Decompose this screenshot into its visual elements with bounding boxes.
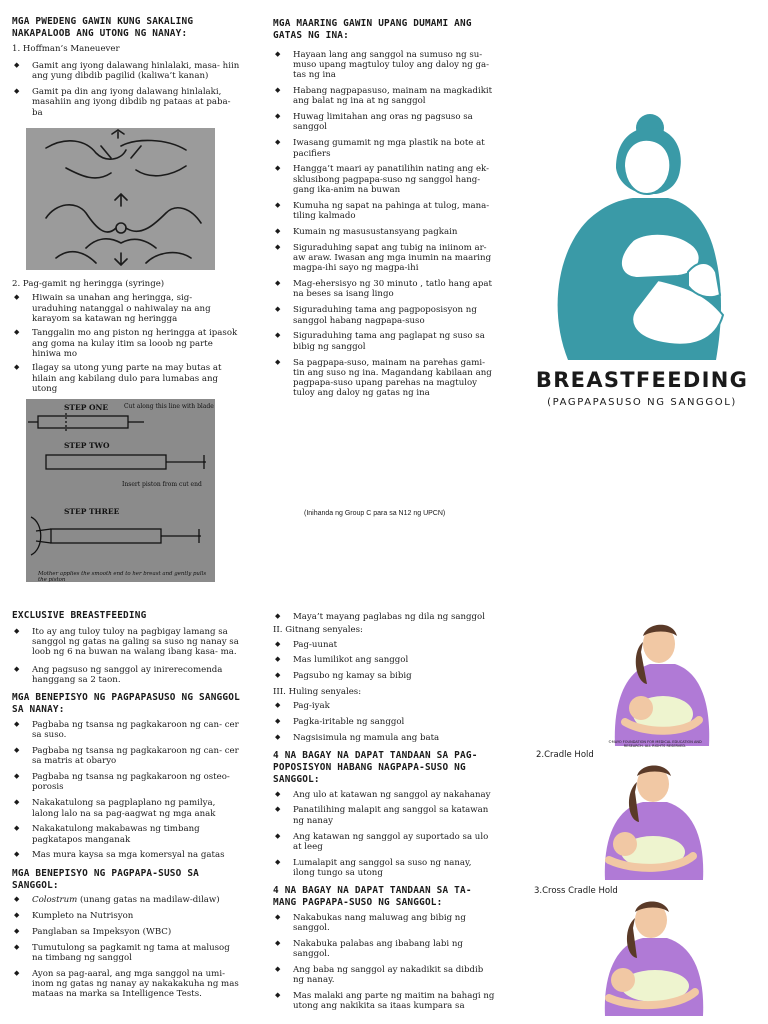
mid-cues-label: II. Gitnang senyales: [273, 625, 363, 636]
latching-list [273, 913, 495, 1012]
list-item: ◆ Pagbaba ng tsansa ng pagkakaroon ng can- cer sa matris at obaryo [12, 746, 240, 767]
image-credit: ©MAYO FOUNDATION FOR MEDICAL EDUCATION AND RESEARCH. ALL RIGHTS RESERVED. [608, 740, 702, 748]
colostrum-desc: (unang gatas na madilaw-dilaw) [77, 895, 220, 906]
list-item: ◆ Kumuha ng sapat na pahinga at tulog, mana- tiling kalmado [273, 201, 495, 222]
mother-nursing-icon [585, 900, 709, 1016]
early-cues-list [273, 612, 495, 622]
list-item: ◆ Ang katawan ng sanggol ay suportado sa ulo at leeg [273, 832, 495, 853]
heading-baby-benefits: MGA BENEPISYO NG PAGPAPA-SUSO SA SANGGOL: [12, 867, 200, 891]
list-item [12, 895, 240, 905]
list-item: ◆ Ayon sa pag-aaral, ang mga sanggol na umi- inom ng gatas ng nanay ay nakakakuha ng mas mataas na marka sa Intelligence Tests. [12, 969, 240, 1000]
list-item: ◆ Habang nagpapasuso, mainam na magkadikit ang balat ng ina at ng sanggol [273, 86, 495, 107]
step-two-label: STEP TWO [64, 441, 110, 450]
hoffman-list [12, 61, 240, 118]
list-item: ◆ Siguraduhing tama ang pagpoposisyon ng sanggol habang nagpapa-suso [273, 305, 495, 326]
prepared-by-footnote: (Inihanda ng Group C para sa N12 ng UPCN) [304, 510, 446, 517]
heading-exclusive-breastfeeding: EXCLUSIVE BREASTFEEDING [12, 610, 147, 621]
list-item: ◆ Sa pagpapa-suso, mainam na parehas gami- tin ang suso ng ina. Magandang kabilaan ang pagpapa-suso upang parehas na magtuloy tuloy ang daloy ng gatas ng ina [273, 358, 495, 399]
method-syringe-title: 2. Pag-gamit ng heringga (syringe) [12, 279, 165, 289]
list-item: ◆ Nakabukas nang maluwag ang bibig ng sanggol. [273, 913, 495, 934]
list-item: ◆ Mas mura kaysa sa mga komersyal na gatas [12, 850, 240, 860]
list-item: ◆ Nakakatulong sa pagplaplano ng pamilya, lalong lalo na sa pag-aagwat ng mga anak [12, 798, 240, 819]
hold-illustration-2 [585, 764, 709, 880]
increase-milk-list [273, 50, 495, 399]
list-item: ◆ Tumutulong sa pagkamit ng tama at malusog na timbang ng sanggol [12, 943, 240, 964]
list-item: ◆ Ang baba ng sanggol ay nakadikit sa dibdib ng nanay. [273, 965, 495, 986]
mid-cues-list [273, 640, 495, 682]
breastfeeding-illustration [538, 110, 748, 360]
hands-drawing-icon [26, 128, 215, 270]
list-item: ◆ Siguraduhing tama ang paglapat ng suso sa bibig ng sanggol [273, 331, 495, 352]
list-item: ◆ Nagsisimula ng mamula ang bata [273, 733, 495, 743]
step-one-label: STEP ONE [64, 403, 109, 412]
list-item: ◆ Pagka-iritable ng sanggol [273, 717, 495, 727]
panel-increase-milk [273, 18, 495, 404]
list-item: ◆ Ang ulo at katawan ng sanggol ay nakahanay [273, 790, 495, 800]
list-item: ◆ Ang pagsuso ng sanggol ay inirerecomenda hanggang sa 2 taon. [12, 665, 240, 686]
heading-positioning: 4 NA BAGAY NA DAPAT TANDAAN SA PAG- POPOSISYON HABANG NAGPAPA-SUSO NG SANGGOL: [273, 750, 478, 785]
caption-cross-cradle-hold: 3.Cross Cradle Hold [534, 886, 618, 896]
list-item: ◆ Pagbaba ng tsansa ng pagkakaroon ng osteo- porosis [12, 772, 240, 793]
syringe-caption: Mother applies the smooth end to her breast and gently pulls the piston [38, 571, 207, 583]
cover-title: BREASTFEEDING [535, 368, 749, 392]
hoffman-maneuver-photo [26, 128, 215, 270]
heading-latching: 4 NA BAGAY NA DAPAT TANDAAN SA TA- MANG PAGPAPA-SUSO NG SANGGOL: [273, 885, 472, 908]
list-item: ◆ Pag-uunat [273, 640, 495, 650]
colostrum-term: Colostrum [32, 895, 78, 906]
panel-inverted-nipple [12, 16, 240, 123]
list-item: ◆ Iwasang gumamit ng mga plastik na bote at pacifiers [273, 138, 495, 159]
method-hoffman-title: 1. Hoffman’s Maneuever [12, 43, 120, 54]
list-item: ◆ Gamit ang iyong dalawang hinlalaki, masa- hiin ang yung dibdib pagilid (kaliwa’t kanan) [12, 61, 240, 82]
list-item: ◆ Hiwain sa unahan ang heringga, sig- uraduhing natanggal o nahiwalay na ang karayom sa katawan ng heringga [12, 293, 240, 324]
mother-benefits-list [12, 720, 240, 861]
list-item: ◆ Pag-iyak [273, 701, 495, 711]
syringe-list [12, 293, 240, 394]
list-item: ◆ Huwag limitahan ang oras ng pagsuso sa sanggol [273, 112, 495, 133]
list-item: ◆ Hangga’t maari ay panatilihin nating ang ek- sklusibong pagpapa-suso ng sanggol hang- gang ika-anim na buwan [273, 164, 495, 195]
positioning-list [273, 790, 495, 879]
list-item: ◆ Nakabuka palabas ang ibabang labi ng sanggol. [273, 939, 495, 960]
list-item: ◆ Mas malaki ang parte ng maitim na bahagi ng utong ang nakikita sa itaas kumpara sa [273, 991, 495, 1012]
list-item: ◆ Kumain ng masusustansyang pagkain [273, 227, 495, 237]
list-item: ◆ Tanggalin mo ang piston ng heringga at ipasok ang goma na kulay itim sa looob ng parte hiniwa mo [12, 328, 240, 359]
mother-nursing-icon [595, 622, 715, 746]
list-item: ◆ Lumalapit ang sanggol sa suso ng nanay, ilong tungo sa utong [273, 858, 495, 879]
list-item: ◆ Panatilihing malapit ang sanggol sa katawan ng nanay [273, 805, 495, 826]
list-item: ◆ Mag-ehersisyo ng 30 minuto , tatlo hang apat na beses sa isang lingo [273, 279, 495, 300]
list-item: ◆ Hayaan lang ang sanggol na sumuso ng su- muso upang magtuloy tuloy ang daloy ng ga- tas ng ina [273, 50, 495, 81]
list-item: ◆ Maya’t mayang paglabas ng dila ng sanggol [273, 612, 495, 622]
list-item: ◆ Ilagay sa utong yung parte na may butas at hilain ang kabilang dulo para lumabas ang utong [12, 363, 240, 394]
list-item: ◆ Mas lumilikot ang sanggol [273, 655, 495, 665]
list-item: ◆ Pagbaba ng tsansa ng pagkakaroon ng can- cer sa suso. [12, 720, 240, 741]
list-item: ◆ Panglaban sa Impeksyon (WBC) [12, 927, 240, 937]
list-item: ◆ Ito ay ang tuloy tuloy na pagbigay lamang sa sanggol ng gatas na galing sa suso ng nanay sa loob ng 6 na buwan na walang ibang kasa- ma. [12, 627, 240, 658]
list-item: ◆ Pagsubo ng kamay sa bibig [273, 671, 495, 681]
list-item: ◆ Kumpleto na Nutrisyon [12, 911, 240, 921]
insert-note-label: Insert piston from cut end [122, 481, 202, 488]
step-three-label: STEP THREE [64, 507, 120, 516]
syringe-steps-image [26, 399, 215, 582]
caption-cradle-hold: 2.Cradle Hold [536, 750, 594, 760]
cover-subtitle: (PAGPAPASUSO NG SANGGOL) [547, 397, 737, 408]
mother-nursing-icon [585, 764, 709, 880]
list-item: ◆ Gamit pa din ang iyong dalawang hinlalaki, masahiin ang iyong dibdib ng pataas at paba- ba [12, 87, 240, 118]
syringe-drawing-icon [26, 399, 215, 582]
list-item: ◆ Siguraduhing sapat ang tubig na iniinom ar- aw araw. Iwasan ang mga inumin na maaring magpa-ihi sayo ng magpa-ihi [273, 243, 495, 274]
hold-illustration-3 [585, 900, 709, 1016]
heading-mother-benefits: MGA BENEPISYO NG PAGPAPASUSO NG SANGGOL SA NANAY: [12, 692, 240, 716]
heading-inverted-nipple: MGA PWEDENG GAWIN KUNG SAKALING NAKAPALOOB ANG UTONG NG NANAY: [12, 16, 194, 39]
hold-illustration-1 [595, 622, 715, 746]
cut-note-label: Cut along this line with blade [124, 403, 214, 410]
late-cues-label: III. Huling senyales: [273, 687, 362, 698]
panel-exclusive-breastfeeding [12, 610, 240, 1005]
late-cues-list [273, 701, 495, 743]
baby-benefits-list [12, 895, 240, 1000]
list-item: ◆ Nakakatulong makabawas ng timbang pagkatapos manganak [12, 824, 240, 845]
heading-increase-milk: MGA MAARING GAWIN UPANG DUMAMI ANG GATAS NG INA: [273, 18, 472, 41]
panel-feeding-cues [273, 612, 495, 1017]
panel-syringe [12, 279, 240, 400]
exclusive-list [12, 627, 240, 686]
